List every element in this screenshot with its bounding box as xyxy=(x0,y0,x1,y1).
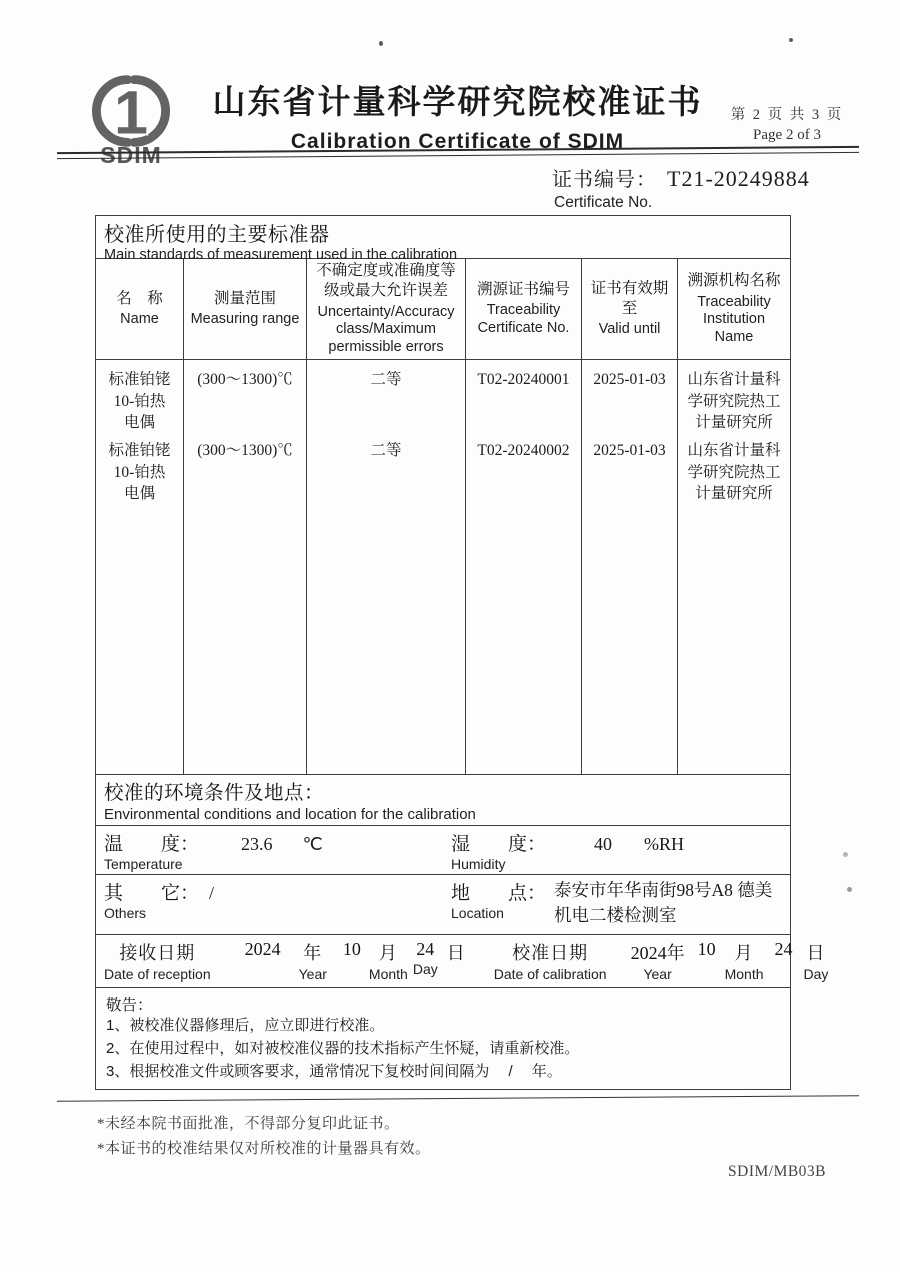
document-title xyxy=(195,76,720,154)
standards-title-zh: 校准所使用的主要标准器 xyxy=(104,224,330,246)
environment-section-title xyxy=(96,774,790,825)
certificate-number-label: 证书编号： xyxy=(552,169,657,191)
table-cell: 2025-01-03 xyxy=(593,371,666,388)
footer-divider xyxy=(57,1095,859,1102)
scan-speck xyxy=(843,852,848,857)
notice-section xyxy=(96,987,790,1089)
column-header xyxy=(582,259,677,360)
date-reception-day: 24 Day xyxy=(412,939,438,978)
location-value: 泰安市年华南街98号A8 德美机电二楼检测室 xyxy=(554,879,773,926)
date-reception-year: 2024 xyxy=(244,939,281,960)
humidity-field xyxy=(443,826,790,874)
footnote-line: *未经本院书面批准，不得部分复印此证书。 xyxy=(97,1116,400,1132)
page-indicator xyxy=(702,103,872,144)
svg-text:1: 1 xyxy=(114,78,148,147)
certificate-number-value: T21-20249884 xyxy=(667,166,810,191)
title-zh: 山东省计量科学研究院校准证书 xyxy=(212,85,703,121)
column-header-zh: 溯源机构名称 xyxy=(687,272,781,290)
table-column-traceability-no xyxy=(466,259,582,774)
sdim-logo-icon xyxy=(90,74,172,148)
notice-item: 2、在使用过程中，如对被校准仪器的技术指标产生怀疑，请重新校准。 xyxy=(106,1040,580,1058)
column-header-zh: 溯源证书编号 xyxy=(476,281,570,299)
table-cell: 山东省计量科学研究院热工计量研究所 xyxy=(687,371,781,432)
column-header xyxy=(307,259,465,360)
footnotes xyxy=(97,1112,431,1162)
notice-title: 敬告： xyxy=(106,997,153,1015)
date-calibration-day-char: 日 Day xyxy=(803,943,829,983)
date-calibration-year: 2024年 Year xyxy=(630,943,685,983)
temperature-field xyxy=(96,826,443,874)
temperature-label-en: Temperature xyxy=(104,855,183,872)
column-header-zh: 证书有效期至 xyxy=(590,280,669,318)
column-header-zh: 名 称 xyxy=(116,290,163,308)
location-field xyxy=(443,875,790,935)
humidity-label-zh: 湿 度： xyxy=(451,833,547,855)
certificate-number-label-en: Certificate No. xyxy=(554,194,653,211)
date-calibration-month-char: 月 Month xyxy=(724,943,764,983)
others-label-zh: 其 它： xyxy=(104,882,200,904)
table-column-uncertainty xyxy=(307,259,466,774)
table-cell: 标准铂铑10-铂热电偶 xyxy=(108,442,171,503)
scan-speck xyxy=(847,887,852,892)
date-calibration-label: 校准日期 Date of calibration xyxy=(493,943,607,983)
standards-section-title xyxy=(96,216,790,263)
date-reception-day-char: 日 xyxy=(446,943,466,964)
column-header xyxy=(184,259,306,360)
temperature-label-zh: 温 度： xyxy=(104,833,200,855)
table-cell: (300～1300)℃ xyxy=(197,371,293,388)
others-label-en: Others xyxy=(104,904,147,921)
standards-title-en: Main standards of measurement used in the calibration xyxy=(104,247,458,263)
others-location-row xyxy=(96,874,790,935)
date-reception-month-char: 月 Month xyxy=(368,943,408,983)
notice-item: 3、根据校准文件或顾客要求，通常情况下复校时间间隔为 / 年。 xyxy=(106,1063,562,1081)
date-reception-label: 接收日期 Date of reception xyxy=(104,943,211,983)
environment-title-en: Environmental conditions and location for the calibration xyxy=(104,805,476,823)
certificate-number-block xyxy=(552,163,810,212)
column-header-en: Traceability Institution Name xyxy=(697,293,771,345)
temperature-value: 23.6 xyxy=(241,833,273,854)
temperature-humidity-row xyxy=(96,825,790,874)
temperature-unit: ℃ xyxy=(302,833,323,854)
table-cell: 二等 xyxy=(370,371,402,388)
table-cell: 标准铂铑10-铂热电偶 xyxy=(108,371,171,432)
date-reception-month: 10 xyxy=(342,939,361,960)
date-calibration-day: 24 xyxy=(774,939,793,960)
date-calibration-month: 10 xyxy=(697,939,716,960)
certificate-body xyxy=(95,215,829,1090)
table-cell: 二等 xyxy=(370,442,402,459)
column-header-zh: 不确定度或准确度等级或最大允许误差 xyxy=(316,262,456,300)
location-label-zh: 地 点： xyxy=(451,882,547,904)
table-column-institution xyxy=(678,259,790,774)
column-header xyxy=(96,259,183,360)
scan-speck xyxy=(789,38,793,42)
location-label-en: Location xyxy=(451,904,504,921)
footnote-line: *本证书的校准结果仅对所校准的计量器具有效。 xyxy=(97,1140,431,1157)
environment-title-zh: 校准的环境条件及地点： xyxy=(104,781,325,804)
page-indicator-zh: 第 2 页 共 3 页 xyxy=(730,107,844,123)
table-cell: T02-20240002 xyxy=(477,442,570,459)
others-field xyxy=(96,875,443,935)
table-column-range xyxy=(184,259,307,774)
table-cell: T02-20240001 xyxy=(477,371,570,388)
column-header-en: Name xyxy=(120,311,159,328)
date-reception-year-char: 年 Year xyxy=(298,943,327,983)
table-cell: (300～1300)℃ xyxy=(197,442,293,459)
column-header xyxy=(466,259,581,360)
table-column-valid-until xyxy=(582,259,678,774)
standards-table xyxy=(96,259,790,774)
column-header-en: Traceability Certificate No. xyxy=(477,302,570,337)
column-header xyxy=(678,259,790,360)
sdim-logo-text: SDIM xyxy=(100,142,162,168)
humidity-value: 40 xyxy=(594,833,613,854)
form-code: SDIM/MB03B xyxy=(728,1163,827,1180)
table-cell: 山东省计量科学研究院热工计量研究所 xyxy=(687,442,781,503)
humidity-unit: %RH xyxy=(644,833,685,854)
dates-row xyxy=(96,934,829,987)
column-header-en: Valid until xyxy=(598,321,661,338)
table-cell: 2025-01-03 xyxy=(593,442,666,459)
notice-item: 1、被校准仪器修理后，应立即进行校准。 xyxy=(106,1017,385,1035)
scan-speck xyxy=(379,41,383,46)
others-value: / xyxy=(209,882,215,903)
column-header-en: Uncertainty/Accuracy class/Maximum permissible errors xyxy=(317,303,455,355)
column-header-en: Measuring range xyxy=(190,311,300,328)
column-header-zh: 测量范围 xyxy=(213,290,276,308)
humidity-label-en: Humidity xyxy=(451,855,506,872)
table-column-name xyxy=(96,259,184,774)
title-en: Calibration Certificate of SDIM xyxy=(290,130,625,153)
page-indicator-en: Page 2 of 3 xyxy=(753,127,821,143)
